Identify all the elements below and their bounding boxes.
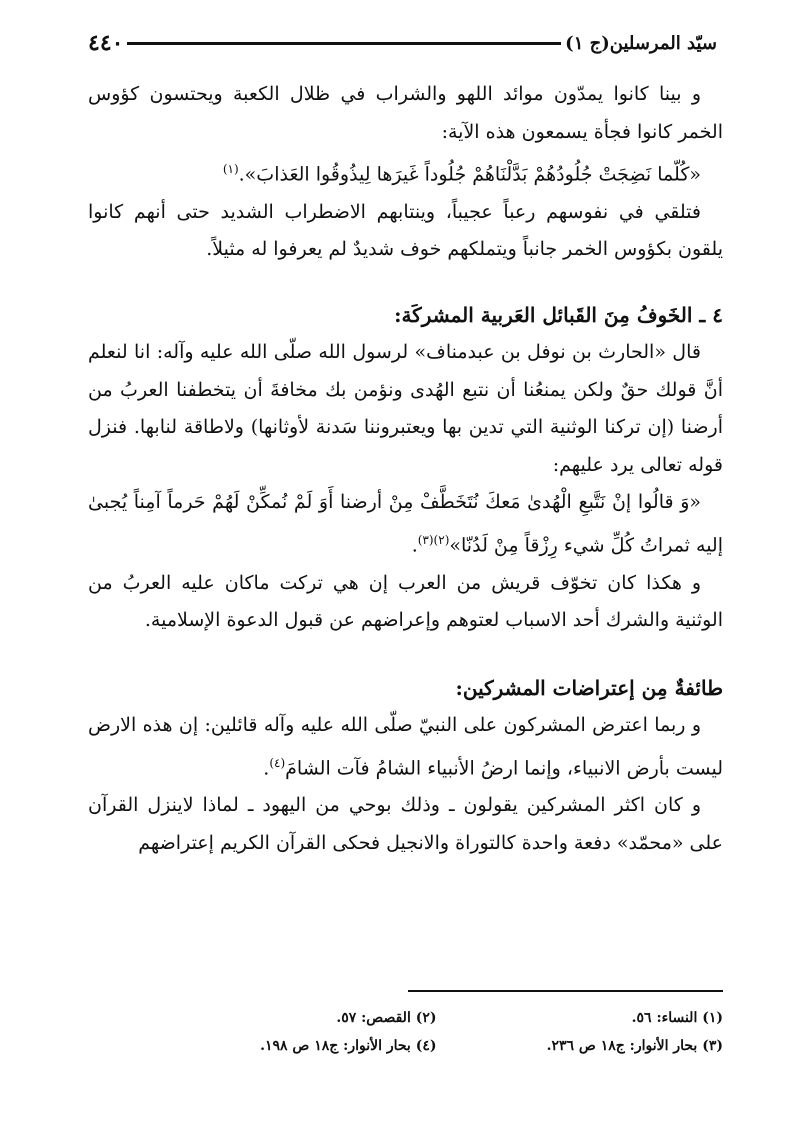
footnote: (١) النساء: ٥٦. (631, 1010, 723, 1026)
paragraph: و هكذا كان تخوّف قريش من العرب إن هي تركت ماكان عليه العربُ من الوثنية والشرك أحد الاسباب لعتوهم وإعراضهم عن قبول الدعوة الإسلامية. (88, 571, 723, 632)
footnote: (٤) بحار الأنوار: ج١٨ ص ١٩٨. (260, 1038, 437, 1054)
paragraph: و بينا كانوا يمدّون موائد اللهو والشراب في ظلال الكعبة ويحتسون كؤوس الخمر كانوا فجأة يسمعون هذه الآية: (88, 83, 723, 143)
quote-text: «وَ قالُوا إنْ نَتَّبعِ الْهُدىٰ مَعكَ نُتَخَطَّفْ مِنْ أرضنا أَوَ لَمْ نُمكِّنْ لَهُمْ حَرماً آمِناً يُجبىٰ إليه ثمراتُ كُلِّ شيء رِزْقاً مِنْ لَدُنّا» (88, 491, 723, 557)
quran-quote (88, 151, 723, 194)
footnote-ref: (٤) (269, 755, 286, 770)
header-rule (127, 42, 561, 45)
book-title: سيّد المرسلين(ج ١) (565, 32, 717, 54)
paragraph: قال «الحارث بن نوفل بن عبدمناف» لرسول الله صلّى الله عليه وآله: انا لنعلم أنَّ قولك حقٌ ولكن يمنعُنا أن نتبع الهُدى ونؤمن بك مخافةَ أن يتخطفنا العربُ من أرضنا (إن تركنا الوثنية التي تدين بها ويعتبروننا سَدنة لأوثانها) ولاطاقة لنابها. فنزل قوله تعالى يرد عليهم: (88, 341, 723, 476)
section-heading: ٤ ـ الخَوفُ مِنَ القَبائل العَربية المشركَة: (394, 302, 723, 327)
paragraph: و كان اكثر المشركين يقولون ـ وذلك بوحي من اليهود ـ لماذا لاينزل القرآن على «محمّد» دفعة واحدة كالتوراة والانجيل فحكى القرآن الكريم إعتراضهم (88, 794, 723, 854)
footnote-separator (408, 990, 723, 992)
page-header (82, 28, 723, 58)
page-number: ٤٤٠ (88, 30, 124, 56)
footnote: (٣) بحار الأنوار: ج١٨ ص ٢٣٦. (546, 1038, 723, 1054)
paragraph-text: و ربما اعترض المشركون على النبيّ صلّى الله عليه وآله قائلين: إن هذه الارض ليست بأرض الانبياء، وإنما ارضُ الأنبياء الشامُ فآت الشامَ (88, 714, 723, 779)
paragraph: فتلقي في نفوسهم رعباً عجيباً، وينتابهم الاضطراب الشديد حتى أنهم كانوا يلقون بكؤوس الخمر جانباً ويتملكهم خوف شديدٌ لم يعرفوا له مثيلاً. (88, 200, 723, 261)
footnote: (٢) القصص: ٥٧. (336, 1010, 437, 1026)
footnote-ref: (١) (222, 162, 239, 176)
paragraph: و ربما اعترض المشركون على النبيّ صلّى الله عليه وآله قائلين: إن هذه الارض ليست بأرض الانبياء، وإنما ارضُ الأنبياء الشامُ فآت الشامَ$^{(٤)}$. (88, 714, 723, 779)
quote-text: «كُلّما نَضِجَتْ جُلُودُهُمْ بَدَّلْنَاهُمْ جُلُوداً غَيرَها لِيذُوقُوا العَذابَ». (238, 163, 701, 186)
footnote-row (150, 1010, 723, 1026)
section-heading: طائفةٌ مِن إعتراضات المشركين: (455, 675, 723, 700)
footnotes (150, 1010, 723, 1066)
footnote-row (150, 1038, 723, 1054)
quran-quote: «وَ قالُوا إنْ نَتَّبعِ الْهُدىٰ مَعكَ نُتَخَطَّفْ مِنْ أرضنا أَوَ لَمْ نُمكِّنْ لَهُمْ حَرماً آمِناً يُجبىٰ إليه ثمراتُ كُلِّ شيء رِزْقاً مِنْ لَدُنّا»$^{(٢)(٣)}$. (88, 491, 723, 557)
body-text (88, 76, 723, 862)
footnote-ref: (٢)(٣) (417, 532, 450, 547)
